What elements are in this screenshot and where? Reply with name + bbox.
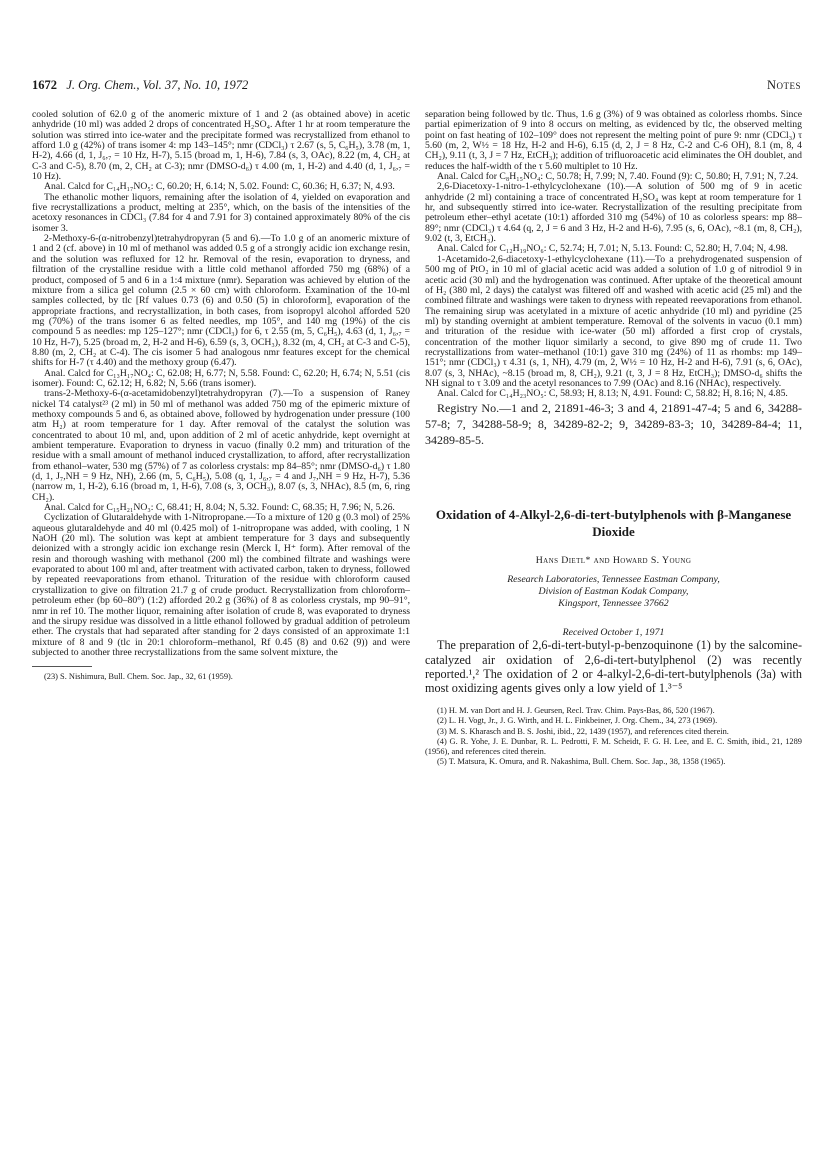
footnote: (23) S. Nishimura, Bull. Chem. Soc. Jap., 32, 61 (1959). [44, 672, 233, 682]
journal-citation: J. Org. Chem., Vol. 37, No. 10, 1972 [66, 78, 249, 92]
affiliation-line: Kingsport, Tennessee 37662 [558, 597, 669, 609]
paragraph: Cyclization of Glutaraldehyde with 1-Nitropropane.—To a mixture of 120 g (0.3 mol) of 25% aqueous glutaraldehyde and 40 ml (0.425 mol) of 1-nitropropane was added, with cooling, 1 N NaOH (20 ml). The solution was kept at ambient temperature for 3 days and subsequently deionized with a strongly acidic ion exchange resin (Merck I, H⁺ form). After removal of the resin and thorough washing with methanol (200 ml) the combined filtrate and washings were evaporated to about 100 ml and, after treatment with activated carbon, taken to dryness, followed by repeated reevaporations from ethanol. Trituration of the residue with chloroform caused crystallization to give on filtration 21.7 g of crude product. Recrystallization from chloroform–petroleum ether (bp 60–80°) (1:2) afforded 20.2 g (36%) of 8 as colorless crystals, mp 90–91°, nmr in ref 10. The mother liquor, remaining after isolation of crude 8, was evaporated to dryness and the sirupy residue was dissolved in a little ethanol followed by gradual addition of petroleum ether. The crystals that had separated after standing for 2 days consisted of an approximate 1:1 mixture of 8 and 9 (tlc in 20:1 chloroform–methanol, Rf 0.45 (8) and 0.62 (9)) and were subjected to another three recrystallizations from the same solvent mixture, the [32, 512, 410, 658]
registry-numbers: Registry No.—1 and 2, 21891-46-3; 3 and 4, 21891-47-4; 5 and 6, 34288-57-8; 7, 34288-58-9; 8, 34289-82-2; 9, 34289-83-3; 10, 34289-84-4; 11, 34289-85-5. [425, 400, 802, 447]
reference-item: (5) T. Matsura, K. Omura, and R. Nakashima, Bull. Chem. Soc. Jap., 38, 1358 (1965). [437, 757, 726, 767]
paragraph: The ethanolic mother liquors, remaining after the isolation of 4, yielded on evaporation and five recrystallizations a product, melting at 235°, which, on the basis of the intensities of the acetoxy resonances in CDCl₃ (7.84 for 4 and 7.91 for 3) contained approximately 80% of the cis isomer 3. [32, 191, 410, 234]
paragraph: 2,6-Diacetoxy-1-nitro-1-ethylcyclohexane (10).—A solution of 500 mg of 9 in acetic anhydride (2 ml) containing a trace of concentrated H₂SO₄ was kept at room temperature for 1 hr, and subsequently stirred into ice-water. Recrystallization of the resulting precipitate from petroleum ether–ethyl acetate (10:1) afforded 310 mg (54%) of 10 as colorless spears: mp 88–89°; nmr (CDCl₃) τ 4.64 (q, 2, J = 6 and 3 Hz, H-2 and H-6), 7.95 (s, 6, OAc), ~8.1 (m, 8, CH₂), 9.02 (t, 3, EtCH₃). [425, 181, 802, 245]
article-authors: Hans Dietl* and Howard S. Young [535, 554, 692, 566]
paragraph: Anal. Calcd for C₁₄H₁₇NO₅: C, 60.20; H, 6.14; N, 5.02. Found: C, 60.36; H, 6.37; N, 4.93. [44, 181, 395, 193]
paragraph: 1-Acetamido-2,6-diacetoxy-1-ethylcyclohexane (11).—To a prehydrogenated suspension of 500 mg of PtO₂ in 10 ml of glacial acetic acid was added a solution of 1.0 g of nitrodiol 9 in acetic acid (30 ml) and the hydrogenation was continued. After uptake of the theoretical amount of H₂ (380 ml, 2 days) the catalyst was filtered off and washed with acetic acid (25 ml) and the combined filtrate and washings were taken to dryness with repeated reevaporations from ethanol. The remaining sirup was acetylated in a mixture of acetic anhydride (10 ml) and pyridine (25 ml) by standing overnight at ambient temperature. Removal of the solvents in vacuo (0.1 mm) and trituration of the residue with ice-water (50 ml) afforded a first crop of crystals, concentration of the mother liquor similarly a second, to give 890 mg of crude 11. Two recrystallizations from water–methanol (10:1) gave 310 mg (24%) of 11 as rhombs: mp 149–151°; nmr (CDCl₃) τ 4.31 (s, 1, NH), 4.79 (m, 2, W½ = 10 Hz, H-2 and H-6), 7.91 (s, 6, OAc), 8.07 (s, 3, NHAc), ~8.15 (broad m, 8, CH₂), 9.21 (t, 3, J = 8 Hz, EtCH₃); DMSO-d₆ shifts the NH signal to τ 3.09 and the acetyl resonances to 7.99 (OAc) and 8.16 (NHAc), respectively. [425, 253, 802, 389]
paragraph: cooled solution of 62.0 g of the anomeric mixture of 1 and 2 (as obtained above) in acetic anhydride (10 ml) was added 2 drops of concentrated H₂SO₄. After 1 hr at room temperature the solution was stirred into ice-water and the precipitate formed was recrystallized from ethanol to afford 1.0 g (42%) of trans isomer 4: mp 143–145°; nmr (CDCl₃) τ 2.67 (s, 5, C₆H₅), 3.78 (m, 1, H-2), 4.66 (d, 1, J₆,₇ = 10 Hz, H-7), 5.15 (broad m, 1, H-6), 7.84 (s, 3, OAc), 8.22 (m, 4, CH₂ at C-3 and C-5), 8.70 (m, 2, CH₂ at C-3); nmr (DMSO-d₆) τ 4.00 (m, 1, H-2) and 4.40 (d, 1, J₆,₇ = 10 Hz). [32, 109, 410, 183]
paragraph: separation being followed by tlc. Thus, 1.6 g (3%) of 9 was obtained as colorless rhombs. Since partial epimerization of 9 into 8 occurs on melting, as evidenced by tlc, the observed melting point on fast heating of 102–109° does not represent the melting point of pure 9: nmr (CDCl₃) τ 5.60 (m, 2, W½ = 18 Hz, H-2 and H-6), 6.15 (d, 2, J = 8 Hz, C-2 and C-6 OH), 8.1 (m, 8, 4 CH₂), 9.11 (t, 3, J = 7 Hz, EtCH₃); addition of trifluoroacetic acid eliminates the OH doublet, and reduces the half-width of the τ 5.60 multiplet to 10 Hz. [425, 109, 802, 172]
references-list [425, 706, 802, 768]
article-lead-paragraph: The preparation of 2,6-di-tert-butyl-p-benzoquinone (1) by the salcomine-catalyzed air oxidation of 2,6-di-tert-butylphenol (2) was recently reported.¹,² The oxidation of 2 or 4-alkyl-2,6-di-tert-butylphenols (3a) with most oxidizing agents gives only a low yield of 1.³⁻⁵ [425, 638, 802, 696]
received-date: Received October 1, 1971 [562, 626, 665, 638]
reference-item: (4) G. R. Yohe, J. E. Dunbar, R. L. Pedrotti, F. M. Scheidt, F. G. H. Lee, and E. C. Smith, ibid., 21, 1289 (1956), and references cited therein. [425, 737, 802, 756]
paragraph: 2-Methoxy-6-(α-nitrobenzyl)tetrahydropyran (5 and 6).—To 1.0 g of an anomeric mixture of 1 and 2 (cf. above) in 10 ml of methanol was added 0.5 g of a strongly acidic ion exchange resin, and the solution was refluxed for 12 hr. Removal of the resin, evaporation to dryness, and filtration of the crystalline residue with a little cold methanol afforded 750 mg (68%) of a product, composed of 5 and 6 in a 1:4 mixture (nmr). Separation was achieved by elution of the mixture from a silica gel column (2.5 × 60 cm) with chloroform. Examination of the 10-ml samples collected, by tlc [Rf values 0.73 (6) and 0.50 (5) in chloroform], evaporation of the appropriate fractions, and recrystallization, in both cases, from isopropyl alcohol afforded 520 mg (70%) of the trans isomer 6 as felted needles, mp 105°, and 140 mg (19%) of the cis compound 5 as needles: mp 125–127°; nmr (CDCl₃) for 6, τ 2.55 (m, 5, C₆H₅), 4.63 (d, 1, J₆,₇ = 10 Hz, H-7), 5.25 (broad m, 2, H-2 and H-6), 6.59 (s, 3, OCH₃), 8.32 (m, 4, CH₂ at C-3 and C-5), 8.80 (m, 2, CH₂ at C-4). The cis isomer 5 had analogous nmr features except for the chemical shifts for H-7 (τ 4.40) and the methoxy group (6.47). [32, 233, 410, 369]
section-label: Notes [766, 78, 801, 92]
page-number: 1672 [32, 78, 57, 92]
right-column [425, 110, 802, 768]
footnote-rule [32, 666, 92, 667]
page-header [32, 78, 801, 96]
affiliation-line: Research Laboratories, Tennessee Eastman Company, [507, 573, 720, 585]
affiliation-line: Division of Eastman Kodak Company, [538, 585, 689, 597]
paragraph: trans-2-Methoxy-6-(α-acetamidobenzyl)tetrahydropyran (7).—To a suspension of Raney nickel T4 catalyst²³ (2 ml) in 50 ml of methanol was added 750 mg of the epimeric mixture of methoxy compounds 5 and 6, as obtained above, followed by hydrogenation under pressure (100 atm H₂) at room temperature for 1 day. After removal of the catalyst the solution was concentrated to about 10 ml, and, upon addition of 2 ml of acetic anhydride, kept overnight at ambient temperature. Evaporation to dryness in vacuo (finally 0.2 mm) and trituration of the residue with a small amount of methanol induced crystallization, to afford, after recrystallization from ethanol–water, 530 mg (57%) of 7 as colorless crystals: mp 84–85°; nmr (DMSO-d₆) τ 1.80 (d, 1, J₇,NH = 9 Hz, NH), 2.66 (m, 5, C₆H₅), 5.08 (q, 1, J₆,₇ = 4 and J₇,NH = 9 Hz, H-7), 5.36 (narrow m, 1, H-2), 6.16 (broad m, 1, H-6), 7.08 (s, 3, OCH₃), 8.07 (s, 3, NHAc), 8.5 (m, 6, ring CH₂). [32, 388, 410, 503]
paragraph: Anal. Calcd for C₁₄H₂₃NO₅: C, 58.93; H, 8.13; N, 4.91. Found: C, 58.82; H, 8.16; N, 4.85. [437, 388, 788, 400]
reference-item: (1) H. M. van Dort and H. J. Geursen, Recl. Trav. Chim. Pays-Bas, 86, 520 (1967). [437, 705, 715, 715]
paragraph: Anal. Calcd for C₈H₁₅NO₄: C, 50.78; H, 7.99; N, 7.40. Found (9): C, 50.80; H, 7.91; N, 7.24. [437, 171, 799, 183]
article-title: Oxidation of 4-Alkyl-2,6-di-tert-butylphenols with β-Manganese Dioxide [435, 506, 792, 539]
left-column [32, 110, 410, 682]
reference-item: (3) M. S. Kharasch and B. S. Joshi, ibid., 22, 1439 (1957), and references cited therein. [437, 726, 729, 736]
paragraph: Anal. Calcd for C₁₃H₁₇NO₄: C, 62.08; H, 6.77; N, 5.58. Found: C, 62.20; H, 6.74; N, 5.51 (cis isomer). Found: C, 62.12; H, 6.82; N, 5.66 (trans isomer). [32, 367, 410, 389]
paragraph: Anal. Calcd for C₁₅H₂₁NO₃: C, 68.41; H, 8.04; N, 5.32. Found: C, 68.35; H, 7.96; N, 5.26. [44, 502, 395, 514]
paragraph: Anal. Calcd for C₁₂H₁₉NO₆: C, 52.74; H, 7.01; N, 5.13. Found: C, 52.80; H, 7.04; N, 4.98. [437, 243, 788, 255]
running-head [32, 78, 248, 93]
reference-item: (2) L. H. Vogt, Jr., J. G. Wirth, and H. L. Finkbeiner, J. Org. Chem., 34, 273 (1969). [437, 716, 718, 726]
author-affiliation [425, 574, 802, 610]
